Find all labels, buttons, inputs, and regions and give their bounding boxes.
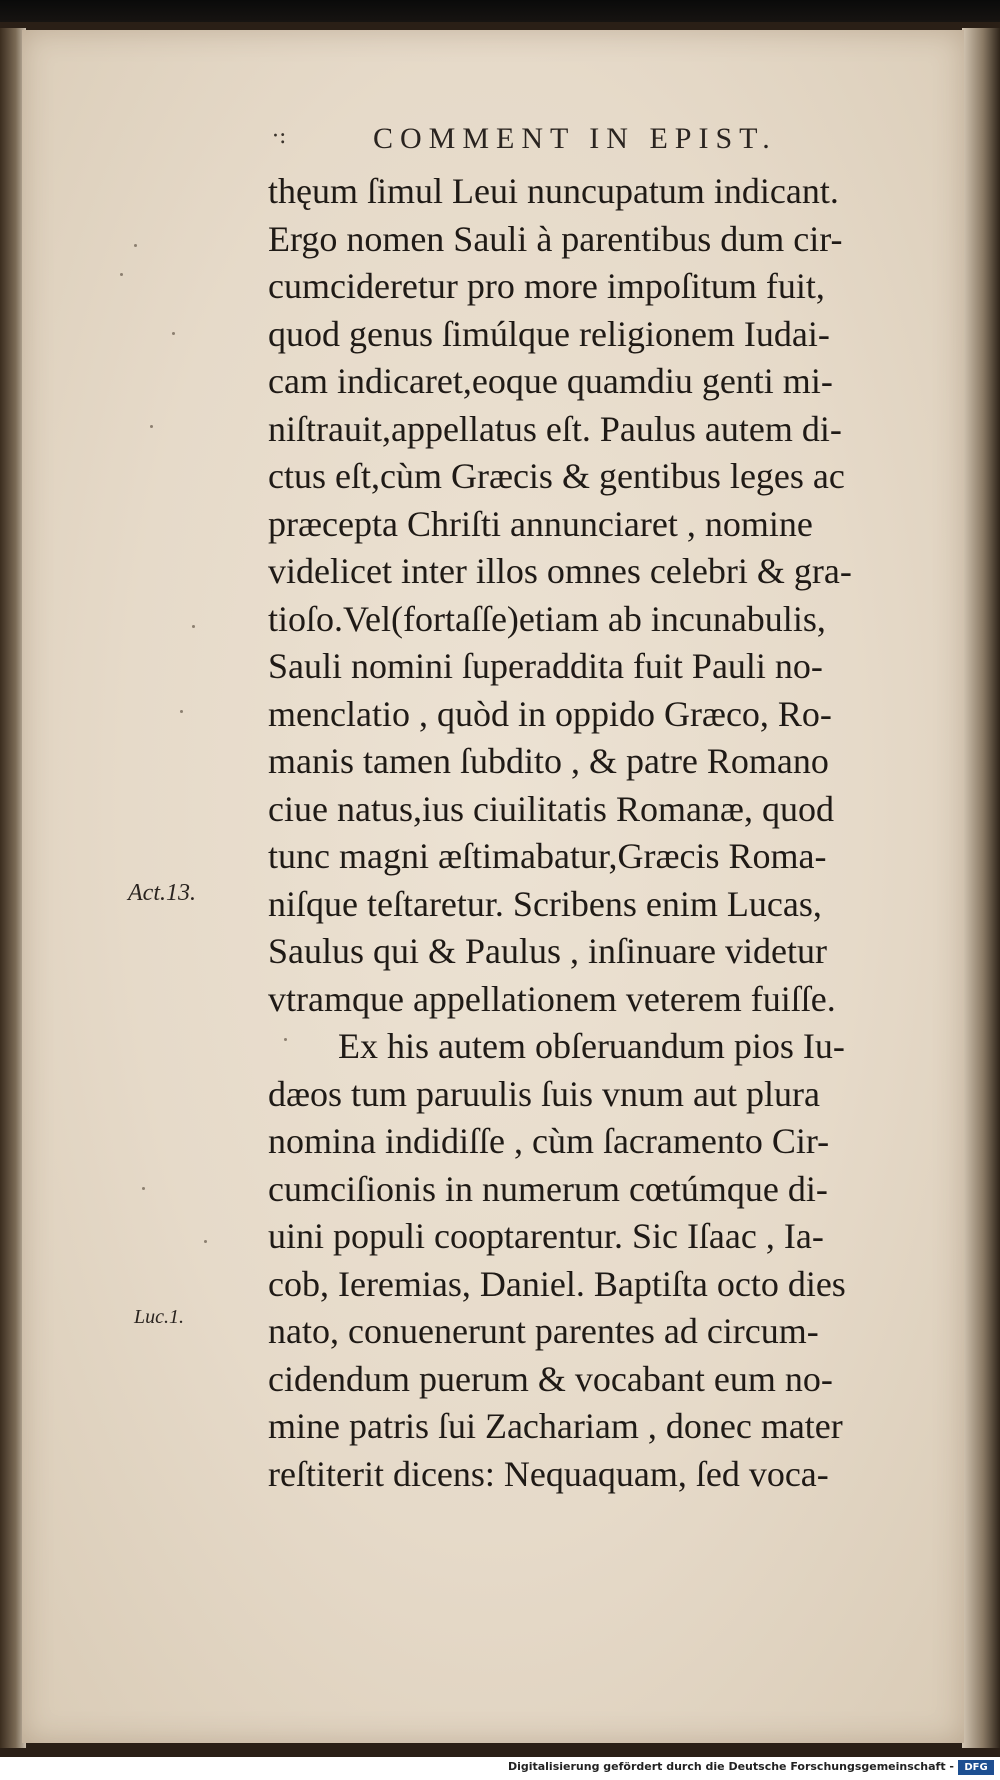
text-line: vtramque appellationem veterem fuiſſe.	[268, 978, 836, 1019]
book-edge-right	[962, 28, 1000, 1748]
text-line: nomina indidiſſe , cùm ſacramento Cir-	[268, 1121, 830, 1161]
text-line: cumcideretur pro more impoſitum fuit,	[268, 266, 825, 306]
text-line: quod genus ſimúlque religionem Iudai-	[268, 313, 830, 354]
margin-note-luke: Luc.1.	[134, 1306, 184, 1328]
text-line: tioſo.Vel(fortaſſe)etiam ab incunabulis,	[268, 598, 826, 639]
text-line: uini populi cooptarentur. Sic Iſaac , Ia-	[268, 1216, 824, 1256]
margin-note-acts: Act.13.	[128, 880, 196, 906]
text-line: cumciſionis in numerum cœtúmque di-	[268, 1168, 828, 1209]
text-line: Sauli nomini ſuperaddita fuit Pauli no-	[268, 646, 823, 686]
text-line: cob, Ieremias, Daniel. Baptiſta octo dies	[268, 1263, 846, 1304]
dfg-logo: DFG	[958, 1760, 994, 1775]
text-line: ciue natus,ius ciuilitatis Romanæ, quod	[268, 788, 834, 829]
text-line: niſtrauit,appellatus eſt. Paulus autem di-	[268, 408, 842, 449]
text-line: cidendum puerum & vocabant eum no-	[268, 1358, 833, 1399]
text-line: menclatio , quòd in oppido Græco, Ro-	[268, 693, 832, 734]
text-line: Saulus qui & Paulus , inſinuare videtur	[268, 931, 827, 971]
funding-credit: Digitalisierung gefördert durch die Deutsche Forschungsgemeinschaft -	[507, 1760, 954, 1773]
text-line: Ex his autem obſeruandum pios Iu-	[338, 1026, 845, 1066]
text-line: niſque teſtaretur. Scribens enim Lucas,	[268, 883, 822, 924]
body-text	[268, 168, 958, 1498]
text-line: cam indicaret,eoque quamdiu genti mi-	[268, 361, 833, 401]
text-line: tunc magni æſtimabatur,Græcis Roma-	[268, 836, 827, 876]
text-line: ctus eſt,cùm Græcis & gentibus leges ac	[268, 456, 845, 496]
text-line: reſtiterit dicens: Nequaquam, ſed voca-	[268, 1453, 829, 1494]
text-line: videlicet inter illos omnes celebri & gra-	[268, 551, 852, 591]
text-line: præcepta Chriſti annunciaret , nomine	[268, 503, 813, 544]
text-line: mine patris ſui Zachariam , donec mater	[268, 1406, 843, 1446]
text-line: nato, conuenerunt parentes ad circum-	[268, 1311, 819, 1351]
text-line: Ergo nomen Sauli à parentibus dum cir-	[268, 218, 843, 259]
text-line: manis tamen ſubdito , & patre Romano	[268, 741, 829, 781]
text-line: thęum ſimul Leui nuncupatum indicant.	[268, 171, 839, 211]
text-line: dæos tum paruulis ſuis vnum aut plura	[268, 1073, 820, 1114]
running-head-mark: ·:	[272, 124, 287, 149]
running-head: COMMENT IN EPIST.	[373, 122, 777, 155]
